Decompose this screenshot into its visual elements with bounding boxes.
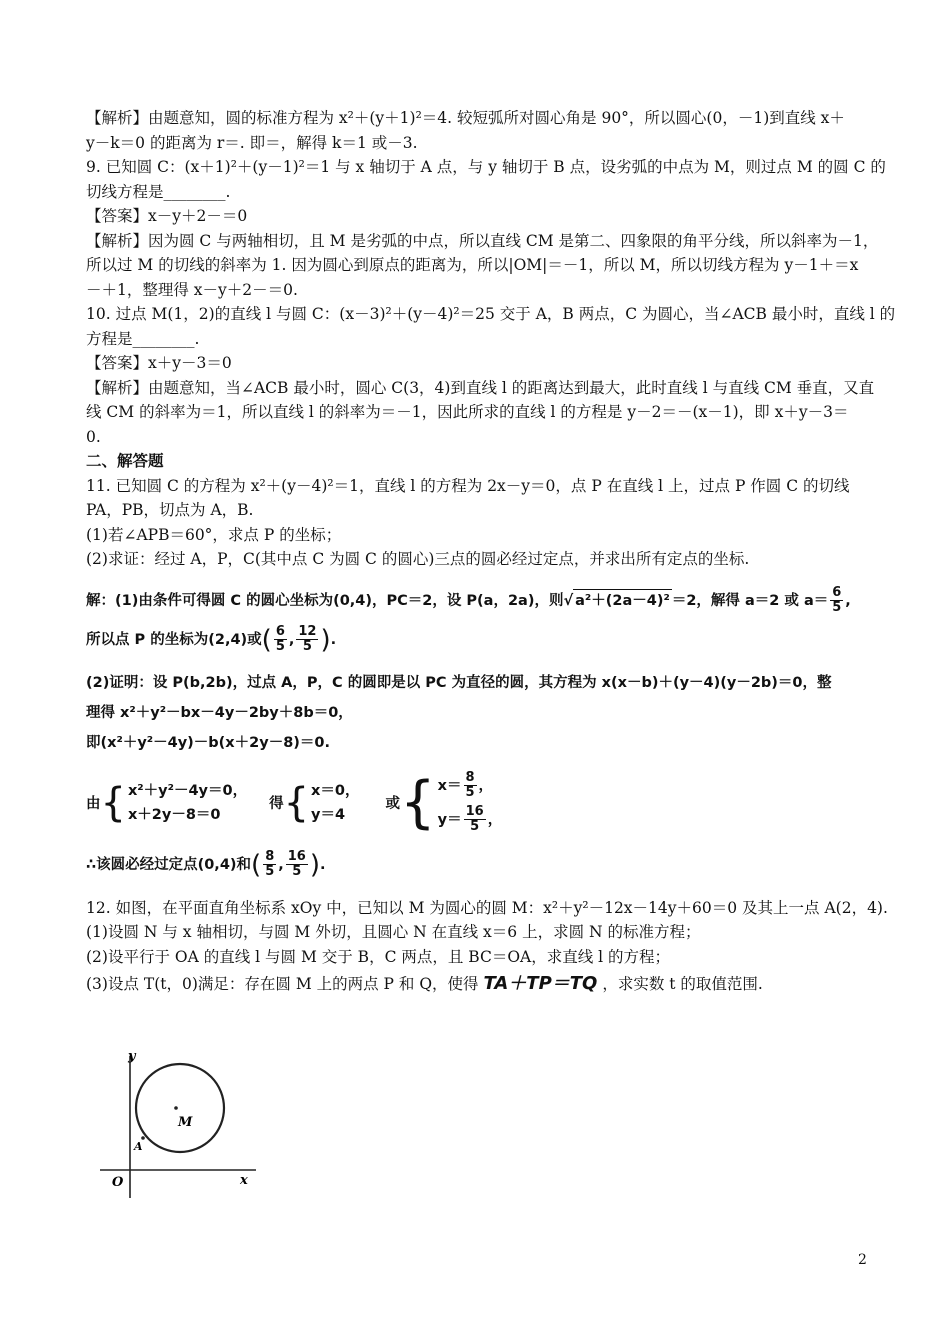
question-11-line: 11. 已知圆 C 的方程为 x²＋(y－4)²＝1，直线 l 的方程为 2x－y＝0，点 P 在直线 l 上，过点 P 作圆 C 的切线: [86, 476, 850, 495]
text-line: 0.: [86, 427, 101, 446]
text-line: 10. 过点 M(1，2)的直线 l 与圆 C：(x－3)²＋(y－4)²＝25 交于 A，B 两点，C 为圆心，当∠ACB 最小时，直线 l 的: [86, 305, 896, 323]
text-line: 9. 已知圆 C：(x＋1)²＋(y－1)²＝1 与 x 轴切于 A 点，与 y 轴切于 B 点，设劣弧的中点为 M，则过点 M 的圆 C 的: [86, 158, 886, 176]
system-of-equations: 由 { x²＋y²－4y＝0， x＋2y－8＝0 得 { x＝0， y＝4 或 { x＝ $\frac{8}{5}$ ， y＝ $\frac{16}{5}$ ，: [86, 769, 503, 835]
solution-line-5: 即(x²＋y²－4y)－b(x＋2y－8)＝0.: [86, 734, 331, 751]
text-line: 【解析】由题意知，圆的标准方程为 x²＋(y＋1)²＝4. 较短弧所对圆心角是 90°，所以圆心(0，－1)到直线 x＋: [86, 109, 845, 127]
x-axis-label: x: [240, 1173, 248, 1188]
text-line: 【解析】由题意知，当∠ACB 最小时，圆心 C(3，4)到直线 l 的距离达到最大，此时直线 l 与直线 CM 垂直，又直: [86, 378, 875, 397]
question-12-line: (2)设平行于 OA 的直线 l 与圆 M 交于 B，C 两点，且 BC＝OA，求直线 l 的方程；: [86, 947, 671, 966]
section-heading: 二、解答题: [86, 451, 164, 470]
y-axis-label: y: [128, 1050, 136, 1064]
question-12-line: (3)设点 T(t，0)满足：存在圆 M 上的两点 P 和 Q，使得 TA＋TP＝TQ ，求实数 t 的取值范围.: [86, 973, 763, 994]
page-number: 2: [858, 1252, 867, 1268]
sqrt-symbol: √: [563, 592, 574, 609]
point-a-label: A: [134, 1140, 143, 1153]
solution-line-3: (2)证明：设 P(b,2b)，过点 A，P，C 的圆即是以 PC 为直径的圆，其方程为 x(x－b)＋(y－4)(y－2b)＝0，整: [86, 674, 832, 691]
text-line: 【答案】x－y＋2－＝0: [86, 207, 248, 225]
question-12-line: (1)设圆 N 与 x 轴相切，与圆 M 外切，且圆心 N 在直线 x＝6 上，求圆 N 的标准方程；: [86, 923, 701, 941]
center-point: [174, 1106, 178, 1110]
fraction: $\frac{6}{5}$: [275, 624, 285, 654]
question-11-line: (1)若∠APB＝60°，求点 P 的坐标；: [86, 525, 342, 544]
text-line: 方程是________.: [86, 329, 200, 348]
document-page: [86, 106, 896, 999]
fraction: $\frac{6}{5}$: [832, 585, 842, 615]
vector-equation: TA＋TP＝TQ: [483, 973, 598, 994]
question-12-line: 12. 如图，在平面直角坐标系 xOy 中，已知以 M 为圆心的圆 M：x²＋y²－12x－14y＋60＝0 及其上一点 A(2，4).: [86, 898, 888, 917]
text-line: 【解析】因为圆 C 与两轴相切，且 M 是劣弧的中点，所以直线 CM 是第二、四象限的角平分线，所以斜率为－1，: [86, 231, 879, 250]
question-11-line: (2)求证：经过 A，P，C(其中点 C 为圆 C 的圆心)三点的圆必经过定点，并求出所有定点的坐标.: [86, 550, 750, 568]
coordinate-figure: [98, 1050, 268, 1200]
text-line: 线 CM 的斜率为＝1，所以直线 l 的斜率为＝－1，因此所求的直线 l 的方程是 y－2＝－(x－1)，即 x＋y－3＝: [86, 403, 849, 421]
question-11-line: PA，PB，切点为 A，B.: [86, 501, 254, 519]
solution-line-1: 解：(1)由条件可得圆 C 的圆心坐标为(0,4)，PC＝2，设 P(a，2a)，则 √ a²＋(2a－4)² ＝2，解得 a＝2 或 a＝ $\frac{6}{5}$ ,: [86, 585, 851, 615]
fraction: $\frac{12}{5}$: [298, 624, 317, 654]
solution-line-2: 所以点 P 的坐标为(2,4)或 ( $\frac{6}{5}$ , $\frac{12}{5}$ ) .: [86, 624, 337, 655]
text-line: 【答案】x＋y－3＝0: [86, 354, 232, 372]
solution-11: [86, 582, 876, 886]
text-line: y－k＝0 的距离为 r＝. 即＝，解得 k＝1 或－3.: [86, 133, 418, 152]
center-label: M: [178, 1115, 193, 1130]
sqrt-radicand: a²＋(2a－4)²: [573, 589, 672, 612]
solution-conclusion: ∴该圆必经过定点(0,4)和 ( $\frac{8}{5}$ , $\frac{16}{5}$ ) .: [86, 849, 326, 880]
text-line: －＋1，整理得 x－y＋2－＝0.: [86, 280, 298, 299]
text-line: 切线方程是________.: [86, 182, 231, 201]
solution-line-4: 理得 x²＋y²－bx－4y－2by＋8b＝0，: [86, 704, 353, 721]
text-line: 所以过 M 的切线的斜率为 1. 因为圆心到原点的距离为，所以|OM|＝－1，所以 M，所以切线方程为 y－1＋＝x: [86, 256, 859, 274]
origin-label: O: [112, 1175, 124, 1190]
circle-m: [136, 1064, 224, 1152]
